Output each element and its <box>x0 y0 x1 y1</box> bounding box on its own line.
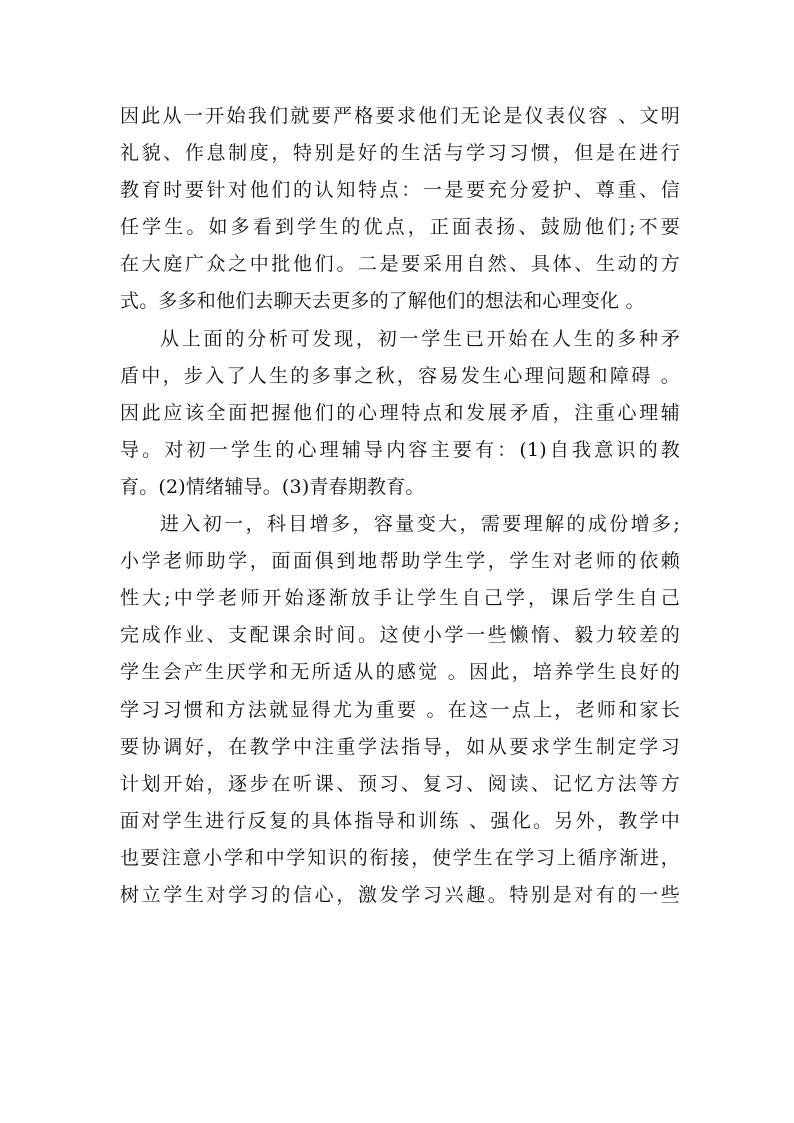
text-line: 盾中，步入了人生的多事之秋，容易发生心理问题和障碍 。 <box>120 364 680 387</box>
text-line: 式。多多和他们去聊天去更多的了解他们的想法和心理变化 。 <box>120 290 645 313</box>
text-line: 进入初一，科目增多，容量变大，需要理解的成份增多; <box>160 513 680 536</box>
text-line: 性大;中学老师开始逐渐放手让学生自己学，课后学生自己 <box>120 587 680 610</box>
text-line: 从上面的分析可发现，初一学生已开始在人生的多种矛 <box>160 327 680 350</box>
text-line: 学生会产生厌学和无所适从的感觉 。因此，培养学生良好的 <box>120 661 680 684</box>
text-line: 礼貌、作息制度，特别是好的生活与学习习惯，但是在进行 <box>120 142 680 165</box>
text-line: 在大庭广众之中批他们。二是要采用自然、具体、生动的方 <box>120 253 680 276</box>
paragraph <box>120 321 680 506</box>
text-line: 计划开始，逐步在听课、预习、复习、阅读、记忆方法等方 <box>120 772 680 795</box>
text-line: 任学生。如多看到学生的优点，正面表扬、鼓励他们;不要 <box>120 216 680 239</box>
text-line: 因此应该全面把握他们的心理特点和发展矛盾，注重心理辅 <box>120 401 680 424</box>
text-line: 学习习惯和方法就显得尤为重要 。在这一点上，老师和家长 <box>120 698 680 721</box>
paragraph <box>120 98 680 321</box>
text-line: 面对学生进行反复的具体指导和训练 、强化。另外，教学中 <box>120 809 680 832</box>
text-line: 树立学生对学习的信心，激发学习兴趣。特别是对有的一些 <box>120 883 680 906</box>
text-line: 完成作业、支配课余时间。这使小学一些懒惰、毅力较差的 <box>120 624 680 647</box>
body-text <box>120 98 680 914</box>
text-line: 教育时要针对他们的认知特点：一是要充分爱护、尊重、信 <box>120 179 680 202</box>
text-line: 导。对初一学生的心理辅导内容主要有：(1)自我意识的教 <box>120 438 680 461</box>
text-line: 因此从一开始我们就要严格要求他们无论是仪表仪容 、文明 <box>120 105 680 127</box>
text-line: 育。(2)情绪辅导。(3)青春期教育。 <box>120 475 425 498</box>
paragraph <box>120 506 680 914</box>
text-line: 小学老师助学，面面俱到地帮助学生学，学生对老师的依赖 <box>120 550 680 573</box>
text-line: 要协调好，在教学中注重学法指导，如从要求学生制定学习 <box>120 735 680 758</box>
text-line: 也要注意小学和中学知识的衔接，使学生在学习上循序渐进， <box>120 846 680 869</box>
